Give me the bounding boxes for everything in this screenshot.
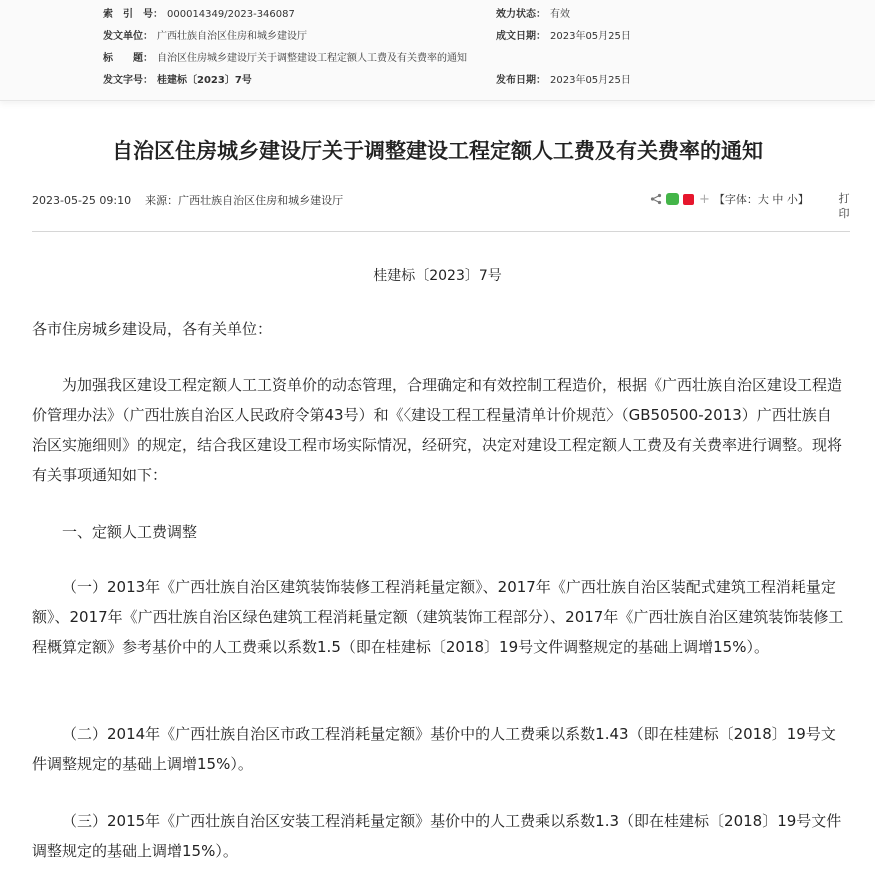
meta-published-label: 发布日期： <box>496 75 546 86</box>
meta-index-label: 索 引 号： <box>103 9 163 20</box>
print-button[interactable]: 打印 <box>838 192 850 220</box>
meta-issuer-label: 发文单位： <box>103 31 153 42</box>
more-icon[interactable]: + <box>699 191 710 207</box>
meta-issuer <box>103 30 307 44</box>
meta-published <box>496 74 631 88</box>
article-datetime: 2023-05-25 09:10 <box>32 194 132 207</box>
weibo-icon[interactable] <box>683 194 694 205</box>
meta-issuer-value: 广西壮族自治区住房和城乡建设厅 <box>157 31 307 42</box>
meta-created-label: 成文日期： <box>496 31 546 42</box>
meta-validity-value: 有效 <box>550 9 570 20</box>
document-number: 桂建标〔2023〕7号 <box>373 268 502 284</box>
intro-paragraph: 为加强我区建设工程定额人工工资单价的动态管理，合理确定和有效控制工程造价，根据《广西壮族自治区建设工程造价管理办法》（广西壮族自治区人民政府令第43号）和《〈建设工程工程量清单计价规范〉（GB50500-2013）广西壮族自治区实施细则》的规定，结合我区建设工程市场实际情况，经研究，决定对建设工程定额人工费及有关费率进行调整。现将有关事项通知如下： <box>32 376 843 484</box>
font-size-switch[interactable]: 【字体：大 中 小】 <box>713 193 809 206</box>
article-source: 来源：广西壮族自治区住房和城乡建设厅 <box>145 194 344 207</box>
article-title: 自治区住房城乡建设厅关于调整建设工程定额人工费及有关费率的通知 <box>112 139 763 163</box>
meta-index-value: 000014349/2023-346087 <box>167 9 295 20</box>
item-2-paragraph: （二）2014年《广西壮族自治区市政工程消耗量定额》基价中的人工费乘以系数1.43（即在桂建标〔2018〕19号文件调整规定的基础上调增15%）。 <box>32 725 836 773</box>
item-3-paragraph: （三）2015年《广西壮族自治区安装工程消耗量定额》基价中的人工费乘以系数1.3（即在桂建标〔2018〕19号文件调整规定的基础上调增15%）。 <box>32 812 842 860</box>
meta-validity-label: 效力状态： <box>496 9 546 20</box>
meta-title-value: 自治区住房城乡建设厅关于调整建设工程定额人工费及有关费率的通知 <box>157 53 467 64</box>
article-info <box>32 192 357 208</box>
meta-validity <box>496 8 570 22</box>
meta-created <box>496 30 631 44</box>
item-1-paragraph: （一）2013年《广西壮族自治区建筑装饰装修工程消耗量定额》、2017年《广西壮族自治区装配式建筑工程消耗量定额》、2017年《广西壮族自治区绿色建筑工程消耗量定额（建筑装饰工程部分）、2017年《广西壮族自治区建筑装饰装修工程概算定额》参考基价中的人工费乘以系数1.5（即在桂建标〔2018〕19号文件调整规定的基础上调增15%）。 <box>32 578 844 656</box>
meta-docno-value: 桂建标〔2023〕7号 <box>157 75 252 86</box>
meta-index <box>103 8 295 22</box>
meta-title <box>103 52 467 66</box>
meta-docno <box>103 74 252 88</box>
meta-created-value: 2023年05月25日 <box>550 31 631 42</box>
section-heading: 一、定额人工费调整 <box>62 523 198 541</box>
meta-title-label: 标 题： <box>103 53 153 64</box>
share-icon[interactable] <box>650 193 662 205</box>
article-info-bar <box>32 191 850 232</box>
article-toolbar <box>650 191 809 207</box>
salutation: 各市住房城乡建设局，各有关单位： <box>32 320 273 338</box>
meta-docno-label: 发文字号： <box>103 75 153 86</box>
document-metadata-panel <box>0 0 875 101</box>
wechat-icon[interactable] <box>666 193 679 205</box>
meta-published-value: 2023年05月25日 <box>550 75 631 86</box>
